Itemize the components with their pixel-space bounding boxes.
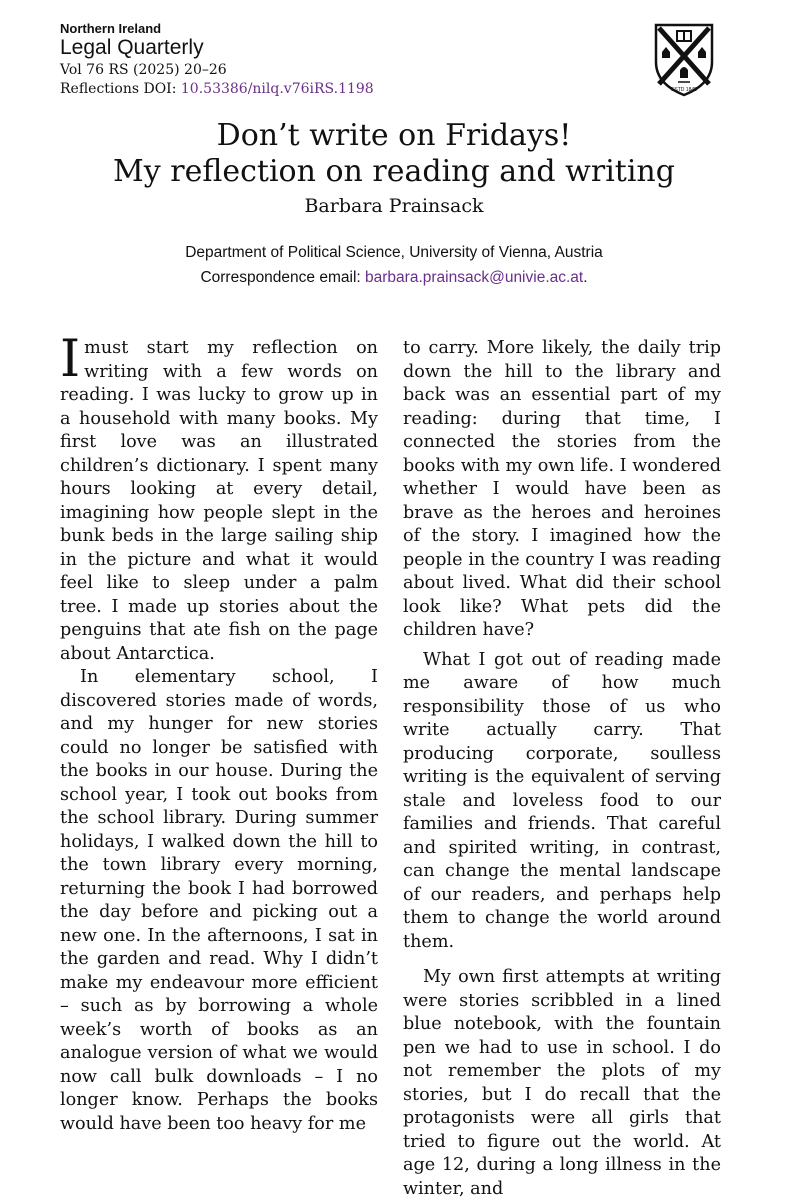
doi-line [60,80,374,98]
drop-cap: I [60,330,81,389]
paragraph-2-continued: to carry. More likely, the daily trip down the hill to the library and back was an essential part of my reading: during that time, I connected the stories from the books with my own life. I wondered whether I would have been as brave as the heroes and heroines of the story. I imagined how the people in the country I was reading about lived. What did their school look like? What pets did the children have? [403,338,721,640]
left-column [60,330,378,1136]
university-crest-icon [653,22,715,98]
journal-small-name: Northern Ireland [60,21,162,36]
correspondence-line [0,268,788,288]
paragraph-1 [60,330,378,666]
email-label: Correspondence email: [200,269,361,286]
crest-text: ESTD 1845 [671,87,697,93]
doi-link[interactable]: 10.53386/nilq.v76iRS.1198 [180,81,374,97]
email-link[interactable]: barbara.prainsack@univie.ac.at [365,269,584,286]
paragraph-4: My own first attempts at writing were stories scribbled in a lined blue notebook, with the fountain pen we had to use in school. I do not remember the plots of my stories, but I do recall that the protagonists were all girls that tried to figure out the world. At age 12, during a long illness in the winter, and [403,967,721,1199]
paragraph-3: What I got out of reading made me aware of how much responsibility those of us who write actually carry. That producing corporate, soulless writing is the equivalent of serving stale and loveless food to our families and friends. That careful and spirited writing, in contrast, can change the mental landscape of our readers, and perhaps help them to change the world around them. [403,649,721,952]
author-name: Barbara Prainsack [304,195,484,217]
doi-label: Reflections DOI: [60,81,177,97]
issue-line: Vol 76 RS (2025) 20–26 [60,62,227,78]
title-line-1: Don’t write on Fridays! [216,118,572,153]
author-affiliation: Department of Political Science, University of Vienna, Austria [185,244,603,261]
email-suffix: . [583,269,588,286]
right-column [403,337,721,1201]
paragraph-2: In elementary school, I discovered stories made of words, and my hunger for new stories could no longer be satisfied with the books in our house. During the school year, I took out books from the school library. During summer holidays, I walked down the hill to the town library every morning, returning the book I had borrowed the day before and picking out a new one. In the afternoons, I sat in the garden and read. Why I didn’t make my endeavour more efficient – such as by borrowing a whole week’s worth of books as an analogue version of what we would now call bulk downloads – I no longer know. Perhaps the books would have been too heavy for me [60,667,378,1134]
journal-masthead [60,22,374,98]
article-title [0,118,788,190]
title-line-2: My reflection on reading and writing [113,154,675,189]
journal-name: Legal Quarterly [60,36,204,59]
paragraph-1-text: must start my reflection on writing with a few words on reading. I was lucky to grow up in a household with many books. My first love was an illustrated children’s dictionary. I spent many hours looking at every detail, imagining how people slept in the bunk beds in the large sailing ship in the picture and what it would feel like to sleep under a palm tree. I made up stories about the penguins that ate fish on the page about Antarctica. [60,338,378,664]
